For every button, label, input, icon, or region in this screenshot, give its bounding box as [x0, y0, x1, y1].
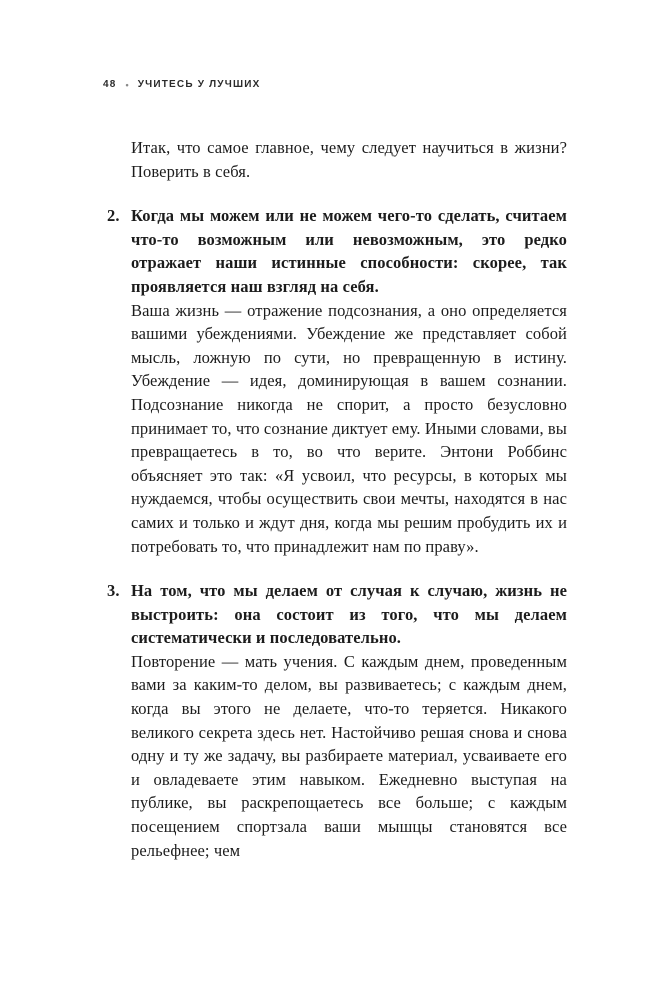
- item-number: 3.: [107, 581, 120, 601]
- item-body: Повторение — мать учения. С каждым днем, проведенным вами за каким-то делом, вы развиваетесь; с каждым днем, когда вы этого не делаете, что-то теряется. Никакого великого секрета здесь нет. Настойчиво решая снова и снова одну и ту же задачу, вы разбираете материал, усваиваете его и овладеваете этим навыком. Ежедневно выступая на публике, вы раскрепощаетесь все больше; с каждым посещением спортзала ваши мышцы становятся все рельефнее; чем: [131, 651, 567, 860]
- item-number: 2.: [107, 206, 120, 226]
- item-heading: На том, что мы делаем от случая к случаю, жизнь не выстроить: она состоит из того, что мы делаем систематически и последовательно.: [131, 581, 567, 648]
- intro-paragraph: Итак, что самое главное, чему следует научиться в жизни? Поверить в себя.: [131, 138, 567, 181]
- running-head: [103, 79, 260, 90]
- page-number: 48: [103, 79, 117, 90]
- numbered-item-3: [107, 579, 567, 862]
- running-head-title: УЧИТЕСЬ У ЛУЧШИХ: [137, 79, 261, 90]
- header-separator-bullet: •: [125, 79, 129, 90]
- numbered-item-2: [107, 204, 567, 558]
- item-heading: Когда мы можем или не можем чего-то сделать, считаем что-то возможным или невозможным, это редко отражает наши истинные способности: скорее, так проявляется наш взгляд на себя.: [131, 206, 567, 296]
- item-body: Ваша жизнь — отражение подсознания, а оно определяется вашими убеждениями. Убеждение же представляет собой мысль, ложную по сути, но превращенную в истину. Убеждение — идея, доминирующая в вашем сознании. Подсознание никогда не спорит, а просто безусловно принимает то, что сознание диктует ему. Иными словами, вы превращаетесь в то, во что верите. Энтони Роббинс объясняет это так: «Я усвоил, что ресурсы, в которых мы нуждаемся, чтобы осуществить свои мечты, находятся в нас самих и только и ждут дня, когда мы решим пробудить их и потребовать то, что принадлежит нам по праву».: [131, 300, 567, 556]
- page-content: [107, 136, 567, 862]
